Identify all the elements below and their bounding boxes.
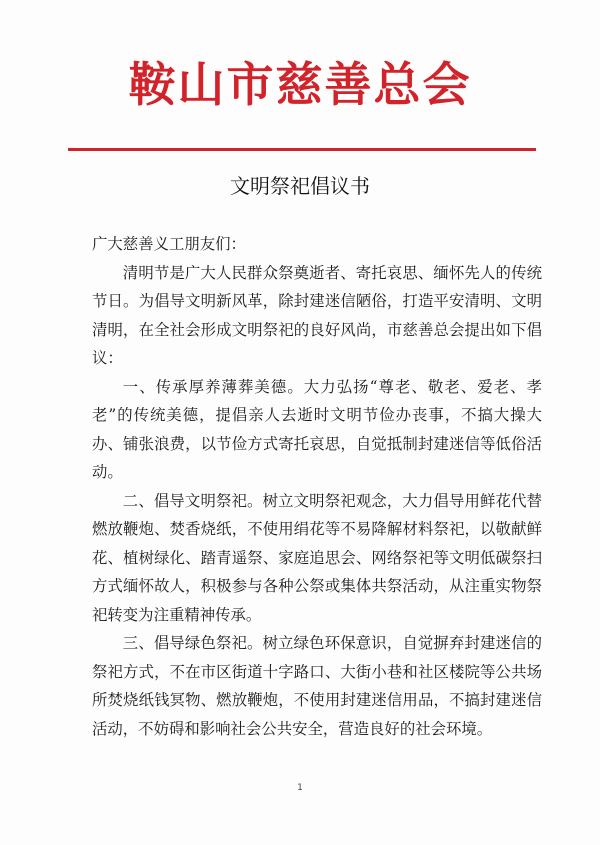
document-body	[92, 230, 542, 743]
proposal-paragraph-3: 三、倡导绿色祭祀。树立绿色环保意识，自觉摒弃封建迷信的祭祀方式，不在市区街道十字路口、大街小巷和社区楼院等公共场所焚烧纸钱冥物、燃放鞭炮，不使用封建迷信用品，不搞封建迷信活动，不妨碍和影响社会公共安全，营造良好的社会环境。	[92, 634, 542, 738]
proposal-paragraph-1: 一、传承厚养薄葬美德。大力弘扬“尊老、敬老、爱老、孝老”的传统美德，提倡亲人去逝时文明节俭办丧事，不搞大操大办、铺张浪费，以节俭方式寄托哀思，自觉抵制封建迷信等低俗活动。	[92, 377, 542, 481]
document-title: 文明祭祀倡议书	[230, 174, 370, 198]
proposal-paragraph-2: 二、倡导文明祭祀。树立文明祭祀观念，大力倡导用鲜花代替燃放鞭炮、焚香烧纸，不使用绢花等不易降解材料祭祀，以敬献鲜花、植树绿化、踏青遥祭、家庭追思会、网络祭祀等文明低碳祭扫方式缅怀故人，积极参与各种公祭或集体共祭活动，从注重实物祭祀转变为注重精神传承。	[92, 491, 542, 624]
organization-header: 鞍山市慈善总会	[128, 58, 472, 113]
page-number: 1	[297, 783, 303, 793]
header-divider-line	[68, 148, 536, 151]
intro-paragraph: 清明节是广大人民群众祭奠逝者、寄托哀思、缅怀先人的传统节日。为倡导文明新风革，除封建迷信陋俗，打造平安清明、文明清明，在全社会形成文明祭祀的良好风尚，市慈善总会提出如下倡议：	[92, 263, 542, 367]
salutation: 广大慈善义工朋友们：	[92, 235, 246, 253]
